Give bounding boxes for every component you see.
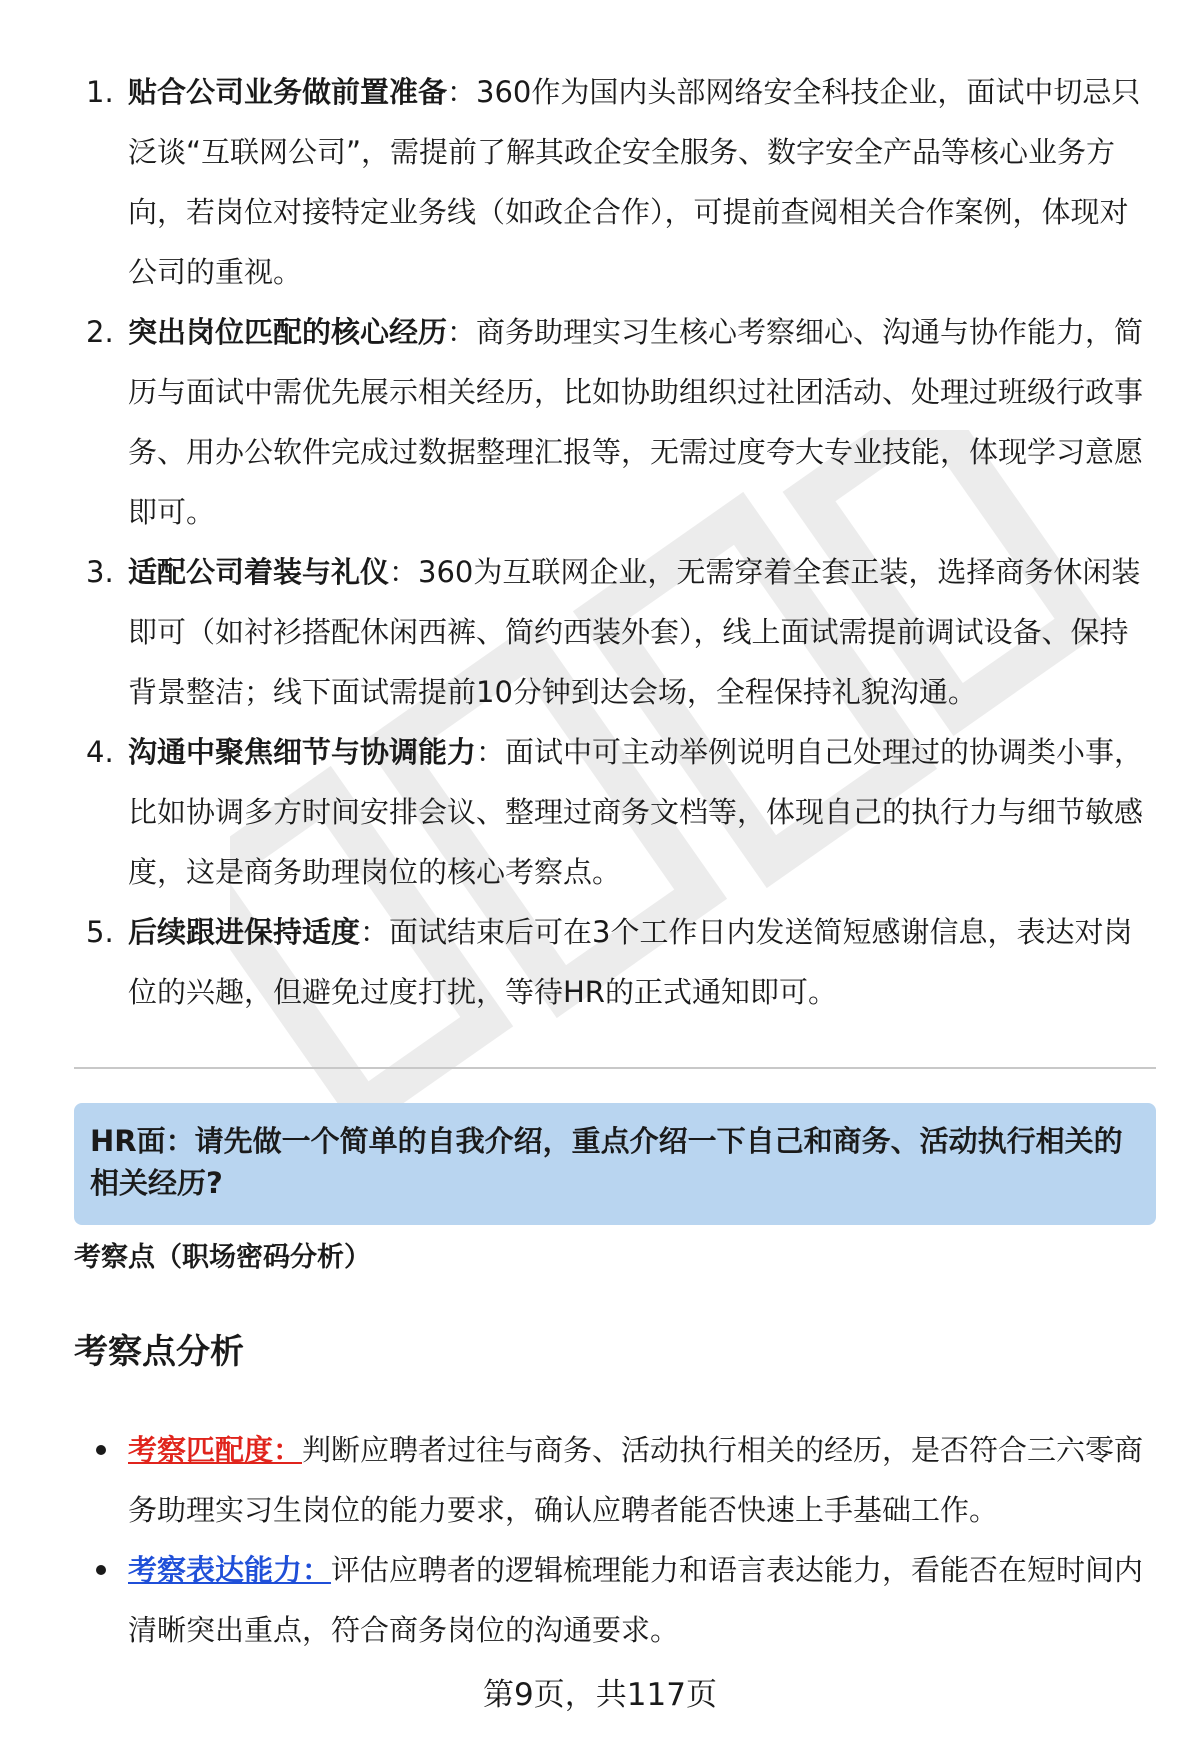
tip-item [74, 62, 1154, 302]
point-body: 评估应聘者的逻辑梳理能力和语言表达能力，看能否在短时间内清晰突出重点，符合商务岗位的沟通要求。 [128, 1553, 1144, 1647]
analysis-points-list [74, 1420, 1154, 1660]
tip-separator: ： [360, 915, 390, 949]
tip-separator: ： [447, 75, 477, 109]
tips-list [74, 62, 1154, 1022]
tip-body: 商务助理实习生核心考察细心、沟通与协作能力，简历与面试中需优先展示相关经历，比如协助组织过社团活动、处理过班级行政事务、用办公软件完成过数据整理汇报等，无需过度夸大专业技能，体现学习意愿即可。 [128, 315, 1144, 529]
tip-body: 360作为国内头部网络安全科技企业，面试中切忌只泛谈“互联网公司”，需提前了解其政企安全服务、数字安全产品等核心业务方向，若岗位对接特定业务线（如政企合作），可提前查阅相关合作案例，体现对公司的重视。 [128, 75, 1141, 289]
tip-item [74, 722, 1154, 902]
tip-title: 后续跟进保持适度 [128, 915, 361, 949]
tip-item [74, 542, 1154, 722]
analysis-subheading: 考察点（职场密码分析） [74, 1242, 371, 1273]
tip-separator: ： [389, 555, 419, 589]
tip-number: 3. [86, 555, 114, 589]
bullet-icon [96, 1445, 106, 1455]
tip-title: 贴合公司业务做前置准备 [128, 75, 448, 109]
page-number-footer: 第9页，共117页 [483, 1677, 717, 1713]
interview-question-text: HR面：请先做一个简单的自我介绍，重点介绍一下自己和商务、活动执行相关的相关经历? [90, 1124, 1123, 1200]
analysis-point [74, 1420, 1154, 1540]
tip-item [74, 302, 1154, 542]
tip-body: 面试结束后可在3个工作日内发送简短感谢信息，表达对岗位的兴趣，但避免过度打扰，等待HR的正式通知即可。 [128, 915, 1133, 1009]
tip-title: 沟通中聚焦细节与协调能力 [128, 735, 477, 769]
tip-body: 360为互联网企业，无需穿着全套正装，选择商务休闲装即可（如衬衫搭配休闲西裤、简约西装外套），线上面试需提前调试设备、保持背景整洁；线下面试需提前10分钟到达会场，全程保持礼貌沟通。 [128, 555, 1141, 709]
point-body: 判断应聘者过往与商务、活动执行相关的经历，是否符合三六零商务助理实习生岗位的能力要求，确认应聘者能否快速上手基础工作。 [128, 1433, 1144, 1527]
point-key-link[interactable]: 考察表达能力： [128, 1553, 332, 1587]
tip-number: 5. [86, 915, 114, 949]
tip-separator: ： [476, 735, 506, 769]
analysis-point [74, 1540, 1154, 1660]
tip-title: 适配公司着装与礼仪 [128, 555, 390, 589]
tip-item [74, 902, 1154, 1022]
tip-title: 突出岗位匹配的核心经历 [128, 315, 448, 349]
tip-body: 面试中可主动举例说明自己处理过的协调类小事，比如协调多方时间安排会议、整理过商务文档等，体现自己的执行力与细节敏感度，这是商务助理岗位的核心考察点。 [128, 735, 1144, 889]
tip-number: 1. [86, 75, 114, 109]
tip-number: 2. [86, 315, 114, 349]
point-key-link[interactable]: 考察匹配度： [128, 1433, 303, 1467]
bullet-icon [96, 1565, 106, 1575]
section-title: 考察点分析 [74, 1332, 244, 1372]
tip-number: 4. [86, 735, 114, 769]
section-divider [74, 1067, 1156, 1069]
tip-separator: ： [447, 315, 477, 349]
interview-question-box [74, 1103, 1156, 1225]
